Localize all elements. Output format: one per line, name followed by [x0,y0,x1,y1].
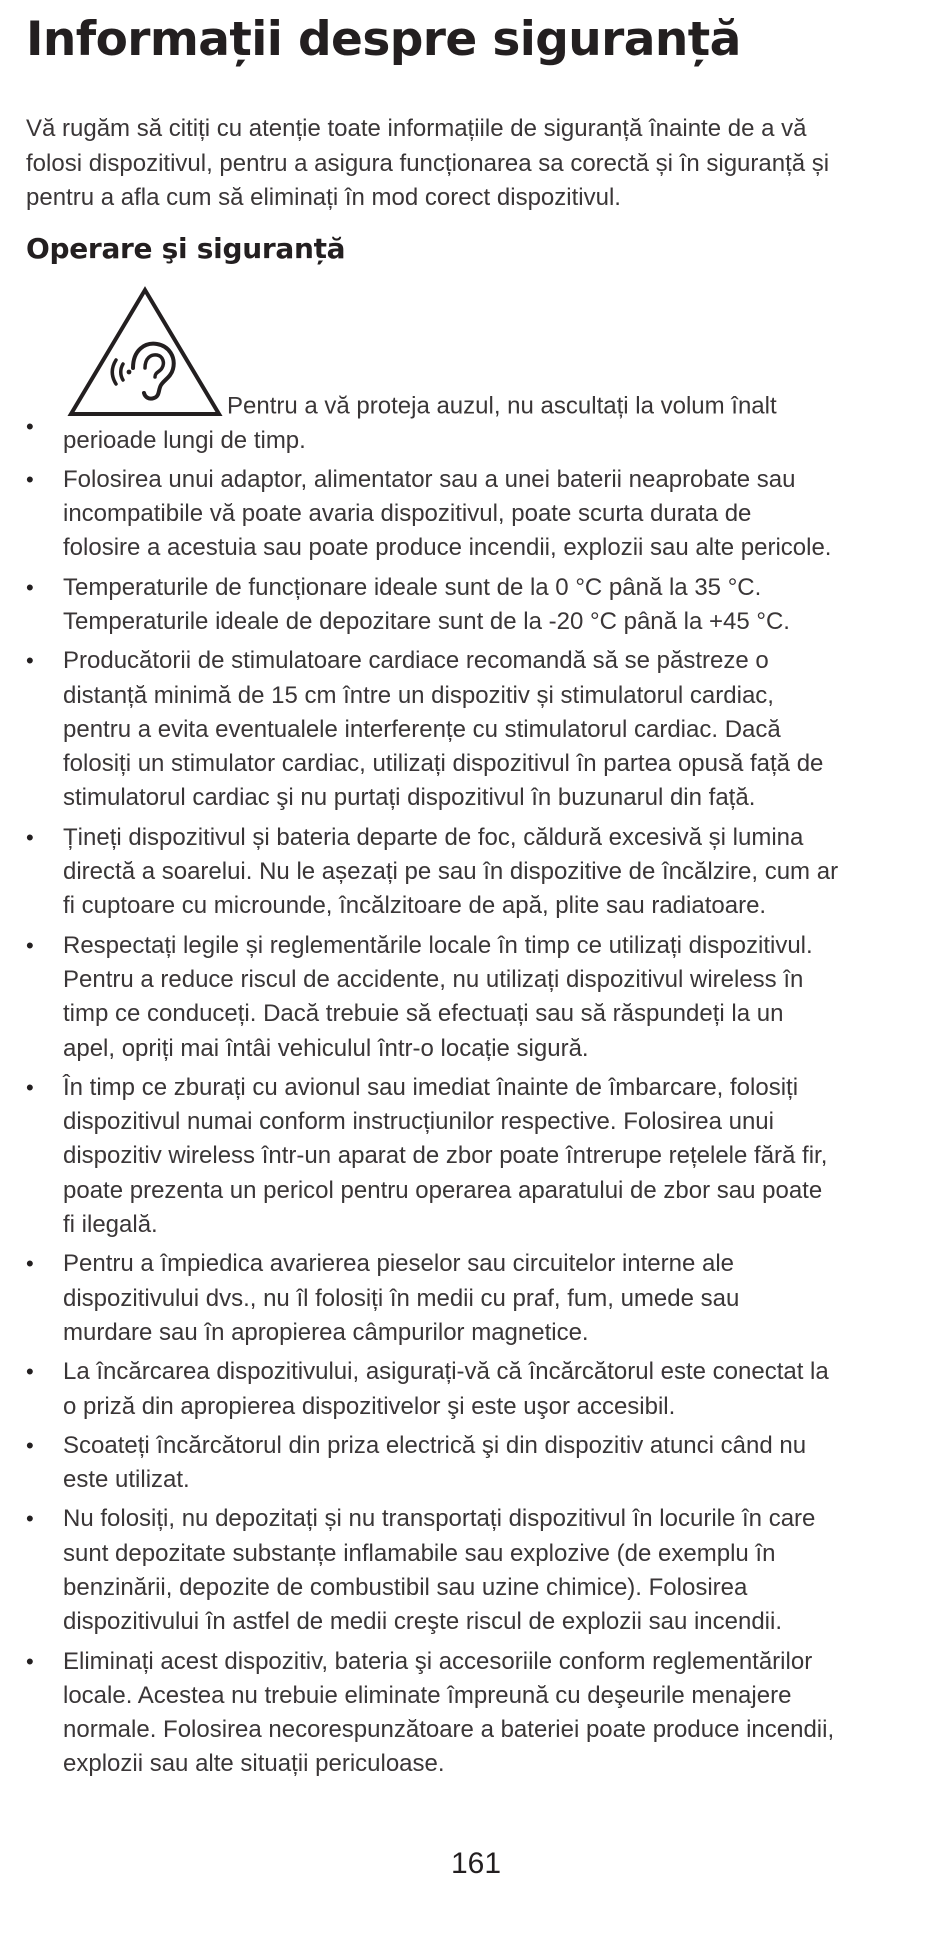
list-item-text: dispozitivului în astfel de medii creşte riscul de explozii sau incendii. [63,1608,783,1636]
intro-line: folosi dispozitivul, pentru a asigura funcționarea sa corectă și în siguranță și [26,149,830,177]
safety-list [26,284,906,1782]
list-item [26,1429,906,1498]
bullet-icon: • [26,1251,34,1277]
list-item-text: apel, opriți mai întâi vehiculul într-o locație sigură. [63,1034,589,1062]
list-item [26,1247,906,1350]
list-item [26,463,906,566]
list-item-text: poate prezenta un pericol pentru operarea aparatului de zbor sau poate [63,1176,823,1204]
list-item-text: folosire a acestuia sau poate produce incendii, explozii sau alte pericole. [63,534,832,562]
hearing-protection-warning-icon [63,284,227,420]
list-item-text: murdare sau în apropierea câmpurilor magnetice. [63,1318,589,1346]
bullet-icon: • [26,824,34,850]
list-item-text: dispozitiv wireless într-un aparat de zbor poate întrerupe rețelele fără fir, [63,1142,828,1170]
list-item-text: explozii sau alte situații periculoase. [63,1750,445,1778]
list-item-text: fi ilegală. [63,1211,158,1239]
section-heading: Operare şi siguranță [26,231,346,265]
list-item-text: Pentru a vă proteja auzul, nu ascultați la volum înalt [227,392,777,420]
list-item-text: Temperaturile ideale de depozitare sunt de la -20 °C până la +45 °C. [63,607,790,635]
list-item [26,1355,906,1424]
list-item-text: normale. Folosirea necorespunzătoare a bateriei poate produce incendii, [63,1716,835,1744]
list-item-text: perioade lungi de timp. [63,426,306,454]
list-item-text: dispozitivul numai conform instrucțiunilor respective. Folosirea unui [63,1108,774,1136]
list-item [26,571,906,640]
bullet-icon: • [26,1432,34,1458]
list-item-text: benzinării, depozite de combustibil sau uzine chimice). Folosirea [63,1574,748,1601]
list-item-text: folosiți un stimulator cardiac, utilizați dispozitivul în partea opusă față de [63,750,824,778]
bullet-icon: • [26,1506,34,1532]
bullet-icon: • [26,648,34,674]
list-item-text: Folosirea unui adaptor, alimentator sau a unei baterii neaprobate sau [63,465,796,493]
list-item-text: În timp ce zburați cu avionul sau imediat înainte de îmbarcare, folosiți [63,1073,799,1101]
list-item-text: fi cuptoare cu microunde, încălzitoare de apă, plite sau radiatoare. [63,892,767,920]
list-item-text: o priză din apropierea dispozitivelor şi este uşor accesibil. [63,1392,676,1420]
list-item-text: sunt depozitate substanțe inflamabile sau explozive (de exemplu în [63,1539,776,1567]
list-item-text: directă a soarelui. Nu le așezați pe sau în dispozitive de încălzire, cum ar [63,858,839,886]
list-item-text: pentru a evita eventualele interferențe cu stimulatorul cardiac. Dacă [63,715,781,743]
list-item-text: Eliminați acest dispozitiv, bateria şi accesoriile conform reglementărilor [63,1647,813,1675]
intro-paragraph [26,112,906,216]
list-item [26,929,906,1066]
list-item [26,284,906,458]
list-item-text: este utilizat. [63,1466,190,1494]
bullet-icon: • [26,1074,34,1100]
list-item-text: incompatibile vă poate avaria dispozitivul, poate scurta durata de [63,500,752,528]
list-item-text: stimulatorul cardiac şi nu purtați dispozitivul în buzunarul din față. [63,784,756,812]
list-item-text: Țineți dispozitivul și bateria departe de foc, căldură excesivă și lumina [63,823,804,851]
list-item-text: Nu folosiți, nu depozitați și nu transportați dispozitivul în locurile în care [63,1505,816,1533]
list-item-text: Pentru a împiedica avarierea pieselor sau circuitelor interne ale [63,1250,735,1278]
list-item-text: Pentru a reduce riscul de accidente, nu utilizați dispozitivul wireless în [63,965,804,993]
page-title: Informații despre siguranță [26,12,741,67]
list-item-text: Producătorii de stimulatoare cardiace recomandă să se păstreze o [63,647,769,675]
list-item-line-with-icon [63,284,906,424]
list-item-text: Respectați legile și reglementările locale în timp ce utilizați dispozitivul. [63,931,813,959]
bullet-icon: • [26,1359,34,1385]
list-item-text: locale. Acestea nu trebuie eliminate împreună cu deşeurile menajere [63,1681,792,1709]
list-item-text: timp ce conduceți. Dacă trebuie să efectuați sau să răspundeți la un [63,1000,784,1028]
list-item [26,1502,906,1639]
list-item [26,644,906,815]
bullet-icon: • [26,574,34,600]
list-item-text: La încărcarea dispozitivului, asigurați-vă că încărcătorul este conectat la [63,1358,829,1386]
intro-line: Vă rugăm să citiți cu atenție toate informațiile de siguranță înainte de a vă [26,115,807,142]
list-item [26,1071,906,1242]
list-item-text: dispozitivului dvs., nu îl folosiți în medii cu praf, fum, umede sau [63,1284,740,1312]
list-item [26,1645,906,1782]
intro-line: pentru a afla cum să eliminați în mod corect dispozitivul. [26,184,621,211]
document-page [26,0,906,1880]
list-item-text: Scoateți încărcătorul din priza electrică şi din dispozitiv atunci când nu [63,1431,807,1459]
list-item [26,821,906,924]
list-item-text: Temperaturile de funcționare ideale sunt de la 0 °C până la 35 °C. [63,573,762,601]
bullet-icon: • [26,1648,34,1674]
bullet-icon: • [26,466,34,492]
list-item-text: distanță minimă de 15 cm între un dispozitiv și stimulatorul cardiac, [63,681,774,709]
bullet-icon: • [26,932,34,958]
bullet-icon: • [26,413,34,439]
page-number: 161 [450,1847,502,1880]
